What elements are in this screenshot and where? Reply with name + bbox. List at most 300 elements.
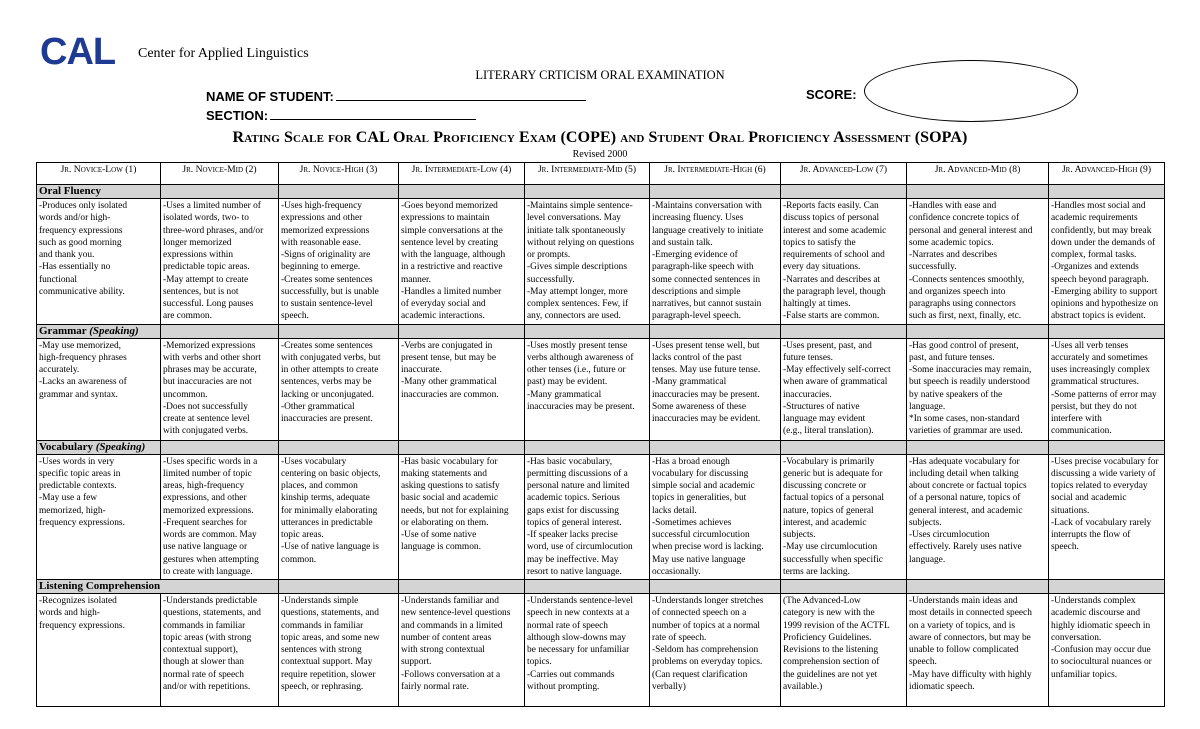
descriptor-line: expressions and other: [281, 213, 363, 224]
descriptor-line: on a variety of topics, and is: [909, 620, 1015, 631]
descriptor-line: -Connects sentences smoothly,: [909, 274, 1025, 285]
descriptor-row: [37, 594, 1165, 707]
descriptor-line: interest and some academic: [783, 225, 887, 236]
descriptor-line: -Gives simple descriptions: [527, 262, 627, 273]
descriptor-line: simple social and academic: [652, 481, 755, 491]
student-name-field[interactable]: [206, 87, 586, 104]
descriptor-line: personal and general interest and: [909, 225, 1033, 236]
descriptor-cell: [279, 454, 399, 580]
level-header: Jr. Novice-High (3): [279, 163, 399, 185]
descriptor-line: frequency expressions.: [39, 517, 125, 528]
descriptor-line: longer memorized: [163, 237, 232, 248]
descriptor-line: gaps exist for discussing: [527, 505, 619, 516]
descriptor-line: -Handles with ease and: [909, 201, 997, 211]
section-header-cell: [399, 580, 525, 594]
descriptor-line: areas, high-frequency: [163, 481, 245, 491]
descriptor-line: high-frequency phrases: [39, 352, 127, 363]
descriptor-line: -Has good control of present,: [909, 340, 1019, 351]
descriptor-line: lacks detail.: [652, 505, 697, 516]
descriptor-cell: [525, 454, 650, 580]
descriptor-line: complex, formal tasks.: [1051, 250, 1137, 260]
descriptor-line: speech beyond paragraph.: [1051, 274, 1149, 285]
descriptor-cell: [781, 338, 907, 440]
descriptor-line: language creatively to initiate: [652, 225, 764, 236]
descriptor-line: and organizes speech into: [909, 286, 1006, 297]
descriptor-line: centering on basic objects,: [281, 468, 381, 479]
descriptor-line: uncommon.: [163, 389, 208, 400]
descriptor-line: sentences, but is not: [163, 286, 239, 297]
descriptor-cell: [907, 338, 1049, 440]
level-header: Jr. Novice-Mid (2): [161, 163, 279, 185]
descriptor-line: number of topics at a normal: [652, 620, 761, 631]
descriptor-line: -Many other grammatical: [401, 377, 497, 388]
descriptor-line: simple conversations at the: [401, 225, 503, 236]
descriptor-line: topics of general interest.: [527, 517, 622, 528]
descriptor-line: topics to satisfy the: [783, 237, 856, 248]
descriptor-line: -Carries out commands: [527, 669, 615, 680]
descriptor-line: -Understands main ideas and: [909, 596, 1018, 606]
descriptor-line: -Uses specific words in a: [163, 456, 258, 467]
descriptor-line: inaccuracies may be present.: [527, 401, 635, 412]
descriptor-line: contextual support),: [163, 645, 238, 655]
descriptor-cell: [525, 338, 650, 440]
descriptor-line: -May use a few: [39, 493, 98, 504]
descriptor-line: normal rate of speech: [527, 620, 608, 631]
descriptor-line: of everyday social and: [401, 299, 486, 309]
descriptor-line: -Understands complex: [1051, 596, 1136, 606]
descriptor-line: academic requirements: [1051, 213, 1138, 224]
section-header-cell: [781, 580, 907, 594]
descriptor-line: -Organizes and extends: [1051, 262, 1139, 273]
descriptor-line: commands in familiar: [163, 620, 246, 631]
descriptor-line: -May use circumlocution: [783, 542, 878, 553]
descriptor-line: -Understands longer stretches: [652, 596, 764, 606]
descriptor-line: successful circumlocution: [652, 530, 750, 540]
descriptor-line: -Produces only isolated: [39, 201, 128, 211]
descriptor-line: paragraphs using connectors: [909, 299, 1016, 309]
descriptor-cell: [37, 338, 161, 440]
section-header-cell: [525, 440, 650, 454]
descriptor-line: speech, or rephrasing.: [281, 681, 364, 692]
descriptor-line: may be ineffective. May: [527, 554, 619, 565]
descriptor-line: although slow-downs may: [527, 632, 626, 643]
section-header-cell: [650, 324, 781, 338]
descriptor-cell: [907, 594, 1049, 707]
descriptor-line: -Use of some native: [401, 530, 477, 540]
descriptor-line: three-word phrases, and/or: [163, 225, 264, 236]
section-label: [37, 324, 161, 338]
descriptor-line: -False starts are common.: [783, 311, 880, 322]
student-name-line[interactable]: [336, 87, 586, 101]
descriptor-line: places, and common: [281, 481, 358, 491]
descriptor-line: new sentence-level questions: [401, 608, 511, 619]
descriptor-line: tenses. May use future tense.: [652, 365, 761, 375]
descriptor-line: unfamiliar topics.: [1051, 669, 1118, 680]
descriptor-line: discussing concrete or: [783, 481, 867, 491]
descriptor-line: commands in familiar: [281, 620, 364, 631]
descriptor-line: language is common.: [401, 542, 481, 553]
descriptor-cell: [399, 454, 525, 580]
descriptor-line: inaccuracies are common.: [401, 389, 499, 400]
descriptor-line: aware of connectors, but may be: [909, 632, 1031, 643]
descriptor-line: category is new with the: [783, 608, 875, 619]
descriptor-line: inaccuracies are present.: [281, 414, 373, 424]
section-header-cell: [399, 185, 525, 199]
descriptor-line: word, use of circumlocution: [527, 542, 633, 553]
score-label: SCORE:: [806, 87, 857, 102]
section-header-cell: [907, 580, 1049, 594]
descriptor-line: with reasonable ease.: [281, 237, 361, 248]
descriptor-line: (e.g., literal translation).: [783, 426, 874, 437]
descriptor-line: expressions within: [163, 250, 234, 260]
descriptor-line: -Has essentially no: [39, 262, 111, 273]
section-header-cell: [907, 324, 1049, 338]
cal-logo-row: [40, 34, 309, 68]
score-oval[interactable]: [864, 60, 1078, 122]
descriptor-line: grammar and syntax.: [39, 389, 118, 400]
descriptor-line: lacks control of the past: [652, 352, 742, 363]
descriptor-line: Revisions to the listening: [783, 645, 879, 655]
descriptor-line: other tenses (i.e., future or: [527, 365, 626, 375]
descriptor-line: interfere with: [1051, 414, 1102, 424]
descriptor-line: *In some cases, non-standard: [909, 414, 1020, 424]
descriptor-line: grammatical structures.: [1051, 377, 1139, 388]
descriptor-line: -Understands sentence-level: [527, 596, 633, 606]
section-header-cell: [279, 580, 399, 594]
descriptor-line: highly idiomatic speech in: [1051, 620, 1151, 631]
descriptor-line: the guidelines are not yet: [783, 669, 878, 680]
descriptor-line: expressions, and other: [163, 493, 247, 504]
descriptor-line: resort to native language.: [527, 566, 622, 577]
descriptor-line: language.: [909, 554, 946, 565]
descriptor-line: fairly normal rate.: [401, 681, 469, 692]
descriptor-line: successfully.: [527, 274, 575, 285]
descriptor-line: -Maintains simple sentence-: [527, 201, 633, 211]
descriptor-line: speech.: [281, 311, 309, 322]
descriptor-line: -Uses all verb tenses: [1051, 340, 1129, 351]
section-label: [37, 440, 161, 454]
descriptor-line: and commands in a limited: [401, 620, 503, 631]
descriptor-line: (The Advanced-Low: [783, 596, 861, 606]
descriptor-line: -Has adequate vocabulary for: [909, 456, 1020, 467]
descriptor-line: when aware of grammatical: [783, 377, 888, 388]
descriptor-line: down under the demands of: [1051, 237, 1156, 248]
descriptor-line: -Uses vocabulary: [281, 456, 347, 467]
descriptor-line: -Creates some sentences: [281, 274, 373, 285]
descriptor-line: -Signs of originality are: [281, 250, 371, 260]
descriptor-line: language.: [909, 401, 946, 412]
descriptor-line: without prompting.: [527, 681, 600, 692]
descriptor-line: with the language, although: [401, 250, 506, 260]
descriptor-line: communicative ability.: [39, 286, 125, 297]
descriptor-line: but inaccuracies are not: [163, 377, 252, 388]
section-header-cell: [279, 324, 399, 338]
descriptor-line: and/or with repetitions.: [163, 681, 251, 692]
descriptor-line: unable to follow complicated: [909, 645, 1019, 655]
descriptor-line: to create with language.: [163, 566, 253, 577]
descriptor-line: sentences with strong: [281, 645, 362, 655]
descriptor-line: social and academic: [1051, 493, 1127, 504]
descriptor-line: support.: [401, 657, 432, 668]
descriptor-line: -Understands familiar and: [401, 596, 499, 606]
descriptor-line: topics in generalities, but: [652, 493, 747, 504]
section-header-cell: [399, 324, 525, 338]
descriptor-line: inaccurate.: [401, 365, 442, 375]
descriptor-line: idiomatic speech.: [909, 681, 975, 692]
descriptor-line: limited number of topic: [163, 468, 252, 479]
descriptor-line: -Sometimes achieves: [652, 517, 732, 528]
descriptor-line: past) may be evident.: [527, 377, 608, 388]
section-header-cell: [650, 185, 781, 199]
section-line[interactable]: [270, 106, 476, 120]
cal-logo-text: CAL: [40, 34, 116, 68]
descriptor-line: factual topics of a personal: [783, 493, 885, 504]
descriptor-line: inaccuracies may be present.: [652, 389, 760, 400]
descriptor-line: speech.: [909, 657, 937, 668]
exam-title: LITERARY CRTICISM ORAL EXAMINATION: [475, 68, 725, 82]
descriptor-line: manner.: [401, 274, 431, 285]
descriptor-line: -Frequent searches for: [163, 517, 247, 528]
descriptor-line: descriptions and simple: [652, 286, 741, 297]
level-header-row: [37, 163, 1165, 185]
descriptor-line: Proficiency Guidelines.: [783, 632, 872, 643]
section-header-cell: [279, 185, 399, 199]
descriptor-line: narratives, but cannot sustain: [652, 299, 762, 309]
descriptor-line: discussing a wide variety of: [1051, 468, 1156, 479]
descriptor-line: -Emerging evidence of: [652, 250, 738, 260]
descriptor-line: -May effectively self-correct: [783, 365, 891, 375]
descriptor-line: paragraph-level speech.: [652, 311, 742, 322]
descriptor-line: -Handles a limited number: [401, 286, 502, 297]
descriptor-line: -Some inaccuracies may remain,: [909, 365, 1032, 375]
descriptor-line: predictable topic areas.: [163, 262, 250, 273]
descriptor-line: any, connectors are used.: [527, 311, 621, 322]
descriptor-line: such as good morning: [39, 237, 122, 248]
descriptor-line: be necessary for unfamiliar: [527, 645, 630, 655]
descriptor-cell: [279, 594, 399, 707]
section-header-cell: [399, 440, 525, 454]
section-header-cell: [1049, 580, 1165, 594]
descriptor-cell: [161, 594, 279, 707]
section-title: Grammar: [39, 324, 87, 337]
descriptor-line: uses increasingly complex: [1051, 365, 1150, 375]
descriptor-line: opinions and hypothesize on: [1051, 299, 1159, 309]
descriptor-line: lacking or unconjugated.: [281, 389, 374, 400]
descriptor-line: verbally): [652, 681, 686, 692]
descriptor-line: accurately.: [39, 365, 80, 375]
section-field[interactable]: [206, 106, 476, 123]
descriptor-line: abstract topics is evident.: [1051, 311, 1146, 322]
section-header-cell: [525, 185, 650, 199]
descriptor-line: of a personal nature, topics of: [909, 493, 1021, 504]
section-header-cell: [525, 324, 650, 338]
descriptor-line: situations.: [1051, 505, 1090, 516]
descriptor-line: -Maintains conversation with: [652, 201, 762, 211]
descriptor-line: initiate talk spontaneously: [527, 225, 626, 236]
descriptor-line: permitting discussions of a: [527, 468, 628, 479]
descriptor-line: most details in connected speech: [909, 608, 1032, 619]
descriptor-line: general interest, and academic: [909, 505, 1023, 516]
descriptor-cell: [1049, 338, 1165, 440]
level-header: Jr. Advanced-Low (7): [781, 163, 907, 185]
descriptor-line: memorized expressions.: [163, 505, 254, 516]
descriptor-line: with conjugated verbs.: [163, 426, 249, 437]
section-label: [37, 185, 161, 199]
descriptor-line: conversation.: [1051, 632, 1102, 643]
descriptor-cell: [907, 454, 1049, 580]
descriptor-line: or prompts.: [527, 250, 571, 260]
descriptor-line: confidence concrete topics of: [909, 213, 1020, 224]
descriptor-cell: [781, 199, 907, 325]
descriptor-line: without relying on questions: [527, 237, 635, 248]
descriptor-line: with conjugated verbs, but: [281, 352, 381, 363]
descriptor-line: of connected speech on a: [652, 608, 747, 619]
descriptor-line: expressions to maintain: [401, 213, 490, 224]
descriptor-line: to sustain sentence-level: [281, 299, 373, 309]
descriptor-line: -May have difficulty with highly: [909, 669, 1032, 680]
org-name: Center for Applied Linguistics: [138, 46, 309, 61]
descriptor-line: words and high-: [39, 608, 100, 619]
descriptor-line: kinship terms, adequate: [281, 493, 370, 504]
descriptor-line: contextual support. May: [281, 657, 373, 668]
descriptor-line: -Recognizes isolated: [39, 596, 117, 606]
descriptor-line: -Structures of native: [783, 401, 860, 412]
descriptor-line: subjects.: [783, 530, 816, 540]
descriptor-line: vocabulary for discussing: [652, 468, 749, 479]
level-header: Jr. Intermediate-High (6): [650, 163, 781, 185]
descriptor-cell: [781, 454, 907, 580]
descriptor-cell: [650, 338, 781, 440]
descriptor-line: number of content areas: [401, 632, 492, 643]
descriptor-line: topic areas, and some new: [281, 632, 380, 643]
descriptor-line: past, and future tenses.: [909, 352, 995, 363]
descriptor-cell: [525, 594, 650, 707]
descriptor-line: -Has basic vocabulary for: [401, 456, 498, 467]
descriptor-line: questions, statements, and: [281, 608, 379, 619]
descriptor-line: some academic topics.: [909, 237, 994, 248]
descriptor-line: -Lacks an awareness of: [39, 377, 127, 388]
descriptor-cell: [161, 199, 279, 325]
section-sublabel: (Speaking): [89, 324, 139, 337]
revised-date: Revised 2000: [572, 149, 628, 160]
descriptor-line: -Has a broad enough: [652, 456, 730, 467]
descriptor-line: words and/or high-: [39, 213, 111, 224]
descriptor-line: about concrete or factual topics: [909, 481, 1027, 491]
descriptor-line: specific topic areas in: [39, 468, 121, 479]
descriptor-line: (Can request clarification: [652, 669, 748, 680]
descriptor-line: interest, and academic: [783, 517, 867, 528]
descriptor-line: varieties of grammar are used.: [909, 426, 1023, 437]
descriptor-line: create at sentence level: [163, 414, 250, 424]
descriptor-cell: [650, 454, 781, 580]
descriptor-line: future tenses.: [783, 352, 833, 363]
descriptor-line: complex sentences. Few, if: [527, 299, 629, 309]
descriptor-line: require repetition, slower: [281, 669, 376, 680]
section-header-cell: [907, 440, 1049, 454]
rating-scale-table: [36, 162, 1165, 707]
section-header-cell: [161, 440, 279, 454]
descriptor-line: when precise word is lacking.: [652, 542, 764, 553]
descriptor-line: -Uses present, past, and: [783, 340, 872, 351]
descriptor-line: -Other grammatical: [281, 401, 355, 412]
descriptor-line: successfully.: [909, 262, 957, 273]
descriptor-cell: [1049, 199, 1165, 325]
section-header-row: [37, 185, 1165, 199]
descriptor-line: frequency expressions: [39, 225, 123, 236]
descriptor-line: topics.: [527, 657, 552, 668]
descriptor-line: in other attempts to create: [281, 365, 379, 375]
descriptor-line: or elaborating on them.: [401, 517, 489, 528]
descriptor-line: isolated words, two- to: [163, 213, 249, 224]
descriptor-line: -Many grammatical: [652, 377, 727, 388]
descriptor-line: including detail when talking: [909, 468, 1019, 479]
descriptor-line: academic topics. Serious: [527, 493, 620, 504]
descriptor-line: available.): [783, 681, 823, 692]
descriptor-line: problems on everyday topics.: [652, 657, 763, 668]
descriptor-cell: [399, 199, 525, 325]
descriptor-line: -Lack of vocabulary rarely: [1051, 517, 1152, 528]
descriptor-cell: [279, 199, 399, 325]
descriptor-line: -May attempt to create: [163, 274, 249, 285]
section-title: Listening Comprehension: [39, 580, 161, 592]
descriptor-line: confidently, but may break: [1051, 225, 1152, 236]
section-header-cell: [781, 324, 907, 338]
section-header-cell: [781, 440, 907, 454]
descriptor-line: -If speaker lacks precise: [527, 530, 618, 540]
descriptor-line: some connected sentences in: [652, 274, 761, 285]
descriptor-line: -Does not successfully: [163, 401, 248, 412]
descriptor-cell: [399, 594, 525, 707]
descriptor-cell: [37, 454, 161, 580]
section-header-cell: [1049, 440, 1165, 454]
section-sublabel: (Speaking): [95, 440, 146, 453]
descriptor-line: -May use memorized,: [39, 340, 122, 351]
descriptor-line: comprehension section of: [783, 657, 880, 668]
descriptor-cell: [161, 454, 279, 580]
section-header-cell: [525, 580, 650, 594]
descriptor-line: -Emerging ability to support: [1051, 286, 1158, 297]
section-header-cell: [279, 440, 399, 454]
descriptor-line: predictable contexts.: [39, 481, 117, 491]
descriptor-line: memorized, high-: [39, 505, 106, 516]
descriptor-cell: [37, 594, 161, 707]
descriptor-line: -Creates some sentences: [281, 340, 373, 351]
section-header-cell: [781, 185, 907, 199]
descriptor-line: -Goes beyond memorized: [401, 201, 498, 211]
descriptor-line: increasing fluency. Uses: [652, 213, 744, 224]
descriptor-line: for minimally elaborating: [281, 505, 378, 516]
descriptor-line: -Seldom has comprehension: [652, 645, 759, 655]
descriptor-line: subjects.: [909, 517, 942, 528]
descriptor-line: occasionally.: [652, 566, 701, 577]
descriptor-line: personal nature and limited: [527, 481, 630, 491]
section-header-cell: [650, 440, 781, 454]
descriptor-line: but speech is readily understood: [909, 377, 1030, 388]
student-name-label: NAME OF STUDENT:: [206, 89, 334, 104]
descriptor-line: gestures when attempting: [163, 554, 259, 565]
section-title: Oral Fluency: [39, 185, 102, 197]
descriptor-line: level conversations. May: [527, 213, 621, 224]
descriptor-line: Some awareness of these: [652, 401, 746, 412]
descriptor-line: speech in new contexts at a: [527, 608, 630, 619]
descriptor-line: rate of speech.: [652, 632, 707, 643]
descriptor-line: basic social and academic: [401, 493, 499, 504]
descriptor-line: -Handles most social and: [1051, 201, 1146, 211]
descriptor-cell: [279, 338, 399, 440]
descriptor-line: sentence level by creating: [401, 237, 499, 248]
descriptor-line: communication.: [1051, 426, 1112, 437]
descriptor-row: [37, 454, 1165, 580]
